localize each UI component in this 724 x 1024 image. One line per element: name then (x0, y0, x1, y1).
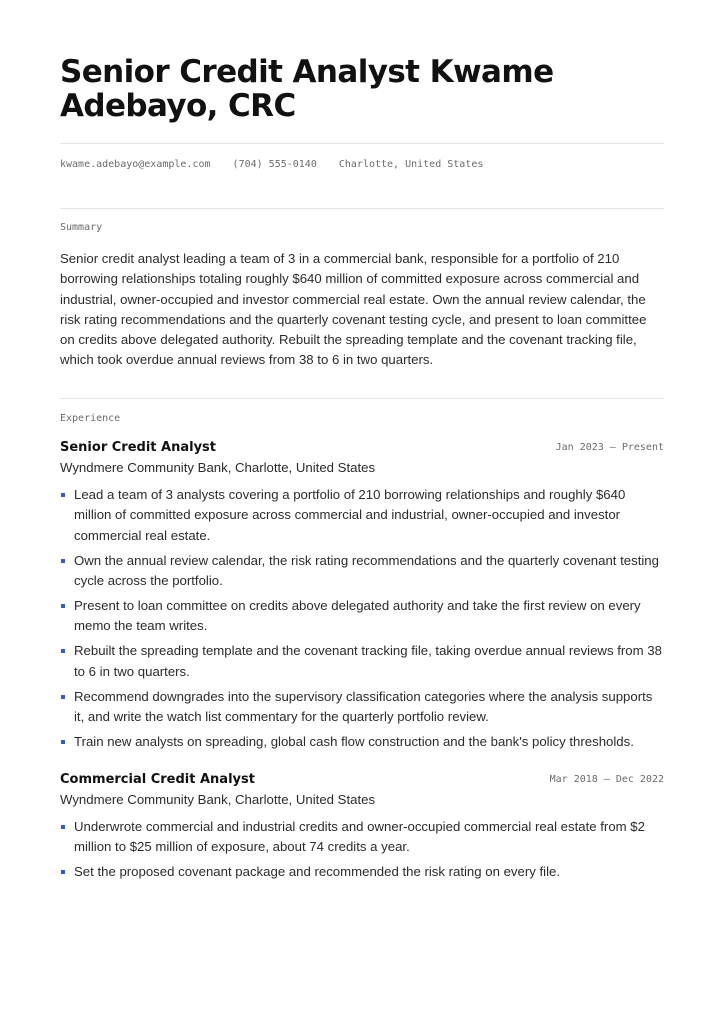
list-item: Set the proposed covenant package and recommended the risk rating on every file. (60, 862, 664, 882)
job-bullet-list (60, 817, 664, 887)
contact-divider (60, 208, 664, 209)
list-item: Train new analysts on spreading, global cash flow construction and the bank's policy thresholds. (60, 732, 664, 752)
list-item: Present to loan committee on credits above delegated authority and take the first review on every memo the team writes. (60, 596, 664, 637)
contact-line (60, 158, 499, 172)
job-company: Wyndmere Community Bank, Charlotte, United States (60, 460, 376, 475)
job-title: Commercial Credit Analyst (60, 772, 255, 787)
job-dates: Jan 2023 – Present (555, 442, 664, 453)
list-item: Rebuilt the spreading template and the covenant tracking file, taking overdue annual reviews from 38 to 6 in two quarters. (60, 641, 664, 682)
summary-heading: Summary (60, 222, 103, 233)
summary-text: Senior credit analyst leading a team of 3 in a commercial bank, responsible for a portfolio of 210 borrowing relationships totaling roughly $640 million of committed exposure across commercial and industrial, owner-occupied and investor commercial real estate. Own the annual review calendar, the risk rating recommendations and the quarterly covenant testing cycle, and present to loan committee on credits above delegated authority. Rebuilt the spreading template and the covenant tracking file, which took overdue annual reviews from 38 to 6 in two quarters. (60, 251, 647, 368)
job-dates: Mar 2018 – Dec 2022 (549, 774, 664, 785)
email-link[interactable]: kwame.adebayo@example.com (60, 159, 211, 170)
header-divider (60, 143, 664, 144)
job-bullet-list (60, 485, 664, 757)
summary-divider (60, 398, 664, 399)
list-item: Own the annual review calendar, the risk rating recommendations and the quarterly covenant testing cycle across the portfolio. (60, 551, 664, 592)
list-item: Lead a team of 3 analysts covering a portfolio of 210 borrowing relationships and roughly $640 million of committed exposure across commercial and industrial, owner-occupied and investor commercial real estate. (60, 485, 664, 546)
location-text: Charlotte, United States (338, 159, 484, 170)
list-item: Recommend downgrades into the supervisory classification categories where the analysis supports it, and write the watch list commentary for the quarterly portfolio review. (60, 687, 664, 728)
phone-text: (704) 555-0140 (232, 159, 317, 170)
job-company: Wyndmere Community Bank, Charlotte, United States (60, 792, 376, 807)
experience-heading: Experience (60, 413, 121, 424)
page-title: Senior Credit Analyst Kwame Adebayo, CRC (60, 54, 554, 124)
job-title: Senior Credit Analyst (60, 440, 216, 455)
list-item: Underwrote commercial and industrial credits and owner-occupied commercial real estate from $2 million to $25 million of exposure, about 74 credits a year. (60, 817, 664, 858)
